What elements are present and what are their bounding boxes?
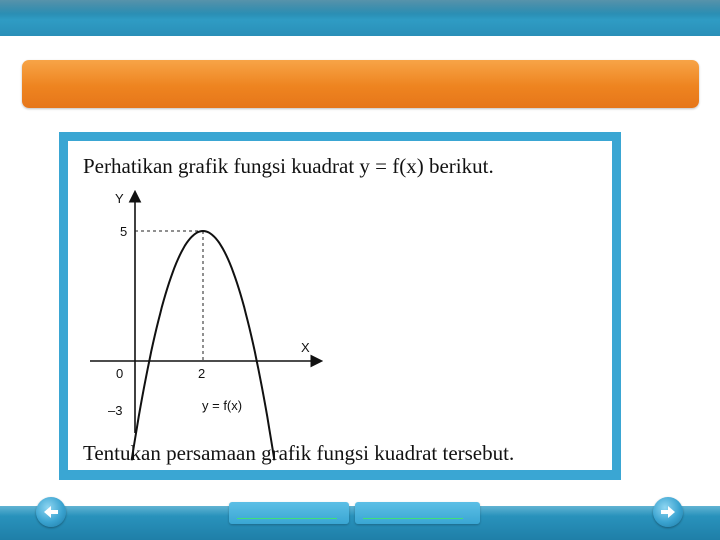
x-axis-label: X	[301, 340, 310, 355]
vertex-y-tick-label: 5	[120, 224, 128, 239]
question-task-text: Tentukan persamaan grafik fungsi kuadrat tersebut.	[83, 441, 515, 465]
problem-card-body	[68, 141, 612, 470]
vertex-x-tick-label: 2	[198, 366, 206, 381]
previous-slide-button[interactable]	[36, 497, 66, 527]
slide-title-bar	[22, 60, 699, 108]
curve-label: y = f(x)	[202, 398, 243, 413]
question-intro-text: Perhatikan grafik fungsi kuadrat y = f(x) berikut.	[83, 154, 494, 178]
arrow-right-icon	[653, 497, 683, 527]
top-header-bar	[0, 0, 720, 36]
next-slide-button[interactable]	[653, 497, 683, 527]
y-axis-label: Y	[115, 191, 124, 206]
y-intercept-label: –3	[108, 403, 123, 418]
footer-tab-2[interactable]	[355, 502, 480, 524]
problem-card	[59, 132, 621, 480]
arrow-left-icon	[36, 497, 66, 527]
footer-tab-1[interactable]	[229, 502, 349, 524]
origin-label: 0	[116, 366, 124, 381]
parabola-graph	[68, 141, 612, 470]
